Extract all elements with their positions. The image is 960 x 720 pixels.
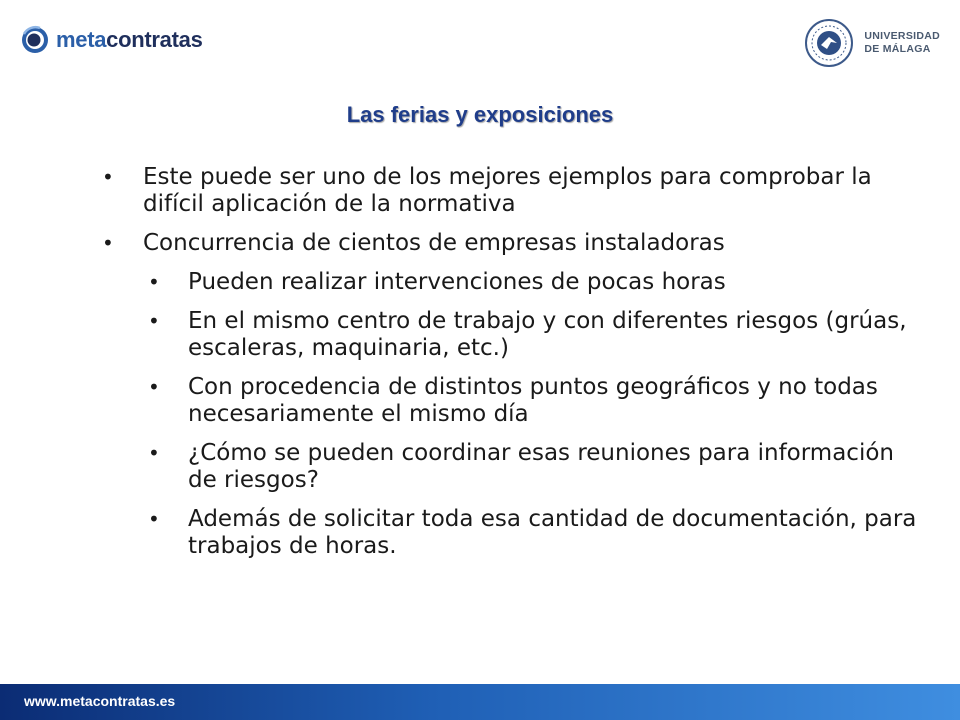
bullet-text: Con procedencia de distintos puntos geográficos y no todas necesariamente el mismo día xyxy=(188,374,878,427)
sub-bullet-item xyxy=(100,374,920,428)
university-seal-icon xyxy=(804,18,854,68)
sub-bullet-item xyxy=(100,506,920,560)
bullet-dot-icon: • xyxy=(148,270,160,294)
bullet-dot-icon: • xyxy=(148,441,160,465)
bullet-dot-icon: • xyxy=(148,309,160,333)
footer-bar xyxy=(0,684,960,720)
metacontratas-wordmark xyxy=(56,27,203,53)
bullet-dot-icon: • xyxy=(148,507,160,531)
universidad-malaga-logo xyxy=(804,18,940,68)
sub-bullet-item xyxy=(100,308,920,362)
university-line2: DE MÁLAGA xyxy=(864,43,931,55)
bullet-list xyxy=(100,164,920,572)
bullet-text: Además de solicitar toda esa cantidad de documentación, para trabajos de horas. xyxy=(188,506,917,559)
university-line1: UNIVERSIDAD xyxy=(864,30,940,42)
bullet-text: ¿Cómo se pueden coordinar esas reuniones para información de riesgos? xyxy=(188,440,894,493)
bullet-dot-icon: • xyxy=(102,231,114,255)
bullet-dot-icon: • xyxy=(102,165,114,189)
bullet-text: Este puede ser uno de los mejores ejemplos para comprobar la difícil aplicación de la normativa xyxy=(143,164,872,217)
metacontratas-logo xyxy=(20,22,203,58)
slide-title: Las ferias y exposiciones xyxy=(346,102,614,127)
logo-meta-text: meta xyxy=(56,27,107,52)
sub-bullet-item xyxy=(100,440,920,494)
bullet-item xyxy=(100,164,920,218)
bullet-item xyxy=(100,230,920,257)
logo-contratas-text: contratas xyxy=(106,27,203,52)
sub-bullet-item xyxy=(100,269,920,296)
metacontratas-globe-icon xyxy=(20,25,50,55)
bullet-text: En el mismo centro de trabajo y con diferentes riesgos (grúas, escaleras, maquinaria, etc.) xyxy=(188,308,907,361)
bullet-text: Pueden realizar intervenciones de pocas horas xyxy=(188,269,726,295)
footer-url-link[interactable]: www.metacontratas.es xyxy=(24,693,176,709)
bullet-text: Concurrencia de cientos de empresas instaladoras xyxy=(143,230,725,256)
bullet-dot-icon: • xyxy=(148,375,160,399)
